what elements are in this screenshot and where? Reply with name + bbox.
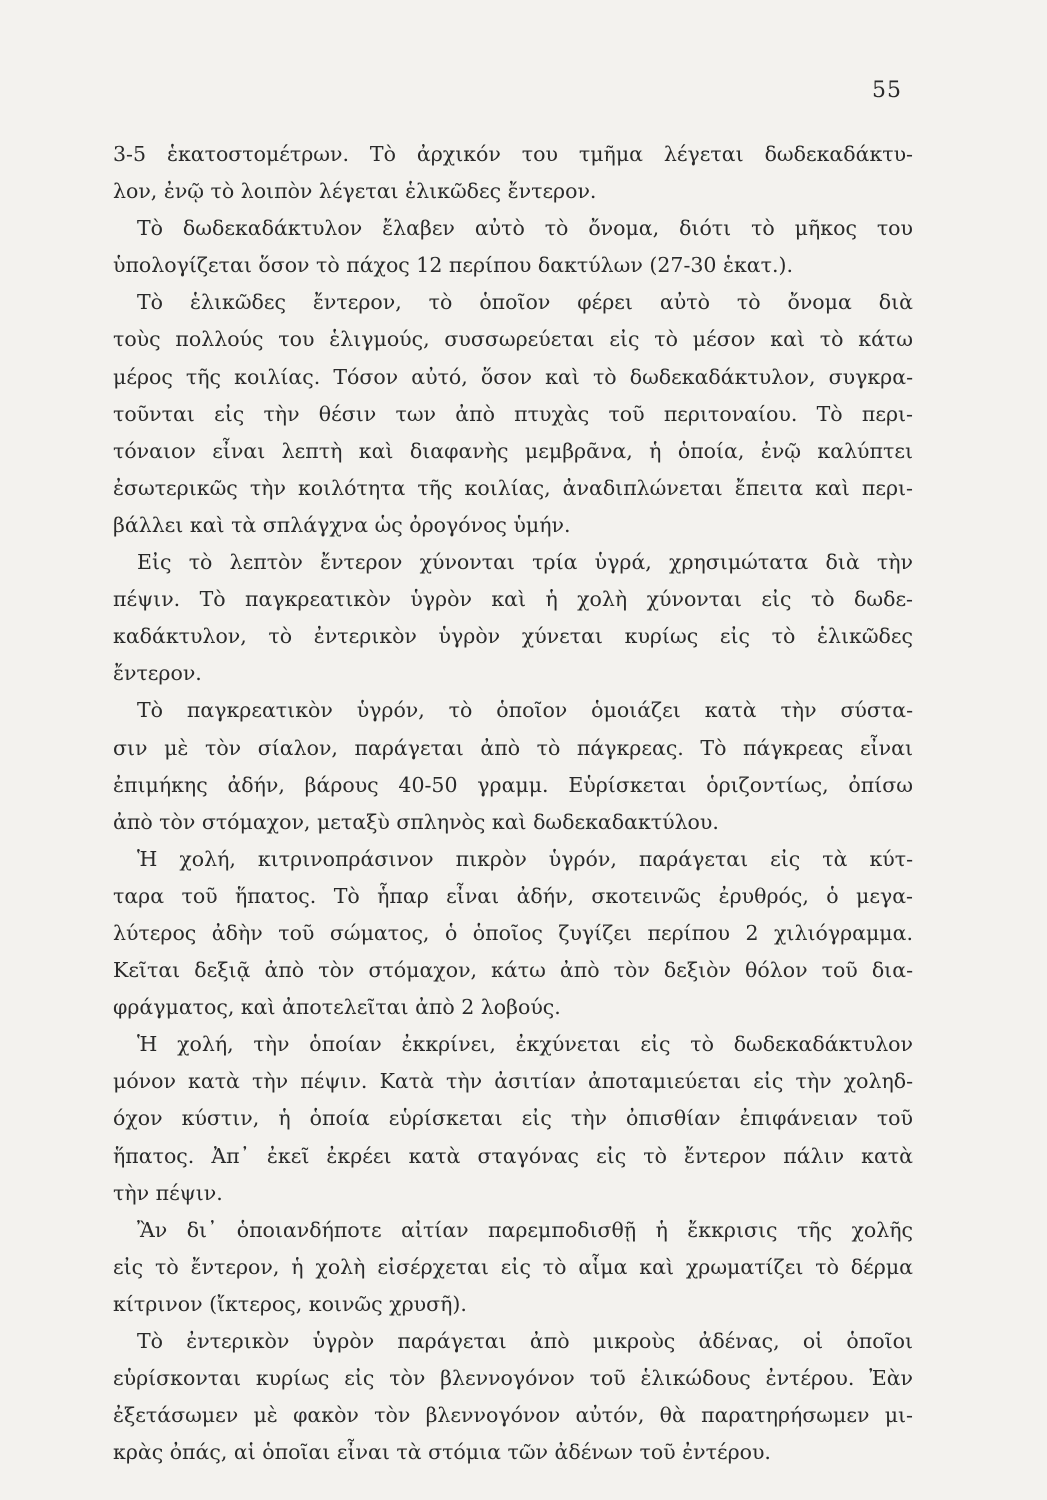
text-line: ὑπολογίζεται ὅσον τὸ πάχος 12 περίπου δακτύλων (27-30 ἑκατ.). [113,253,794,278]
text-line: Τὸ δωδεκαδάκτυλον ἔλαβεν αὐτὸ τὸ ὄνομα, διότι τὸ μῆκος του [137,216,913,241]
text-line: τὴν πέψιν. [113,1180,223,1205]
text-line: τοὺς πολλούς του ἑλιγμούς, συσσωρεύεται εἰς τὸ μέσον καὶ τὸ κάτω [113,327,913,352]
text-line: ἔντερον. [113,661,202,686]
text-line: πέψιν. Τὸ παγκρεατικὸν ὑγρὸν καὶ ἡ χολὴ χύνονται εἰς τὸ δωδε- [113,587,913,612]
text-line: φράγματος, καὶ ἀποτελεῖται ἀπὸ 2 λοβούς. [113,995,561,1020]
text-line: τοῦνται εἰς τὴν θέσιν των ἀπὸ πτυχὰς τοῦ περιτοναίου. Τὸ περι- [113,401,913,426]
text-line: μέρος τῆς κοιλίας. Τόσον αὐτό, ὅσον καὶ τὸ δωδεκαδάκτυλον, συγκρα- [113,364,913,389]
text-line: Εἰς τὸ λεπτὸν ἔντερον χύνονται τρία ὑγρά, χρησιμώτατα διὰ τὴν [137,550,913,575]
text-line: κρὰς ὀπάς, αἱ ὁποῖαι εἶναι τὰ στόμια τῶν ἀδένων τοῦ ἐντέρου. [113,1440,771,1465]
text-line: σιν μὲ τὸν σίαλον, παράγεται ἀπὸ τὸ πάγκρεας. Τὸ πάγκρεας εἶναι [113,735,913,760]
text-line: Τὸ παγκρεατικὸν ὑγρόν, τὸ ὁποῖον ὁμοιάζει κατὰ τὴν σύστα- [137,698,913,723]
text-line: Ἡ χολή, τὴν ὁποίαν ἐκκρίνει, ἐκχύνεται εἰς τὸ δωδεκαδάκτυλον [137,1032,913,1057]
text-line: Τὸ ἑλικῶδες ἔντερον, τὸ ὁποῖον φέρει αὐτὸ τὸ ὄνομα διὰ [137,290,913,315]
text-line: ἐπιμήκης ἀδήν, βάρους 40-50 γραμμ. Εὑρίσκεται ὁριζοντίως, ὀπίσω [113,772,913,797]
text-line: τόναιον εἶναι λεπτὴ καὶ διαφανὴς μεμβρᾶνα, ἡ ὁποία, ἐνῷ καλύπτει [113,438,913,463]
text-line: εὑρίσκονται κυρίως εἰς τὸν βλεννογόνον τοῦ ἑλικώδους ἐντέρου. Ἐὰν [113,1366,913,1391]
text-line: καδάκτυλον, τὸ ἐντερικὸν ὑγρὸν χύνεται κυρίως εἰς τὸ ἑλικῶδες [113,624,913,649]
text-line: Τὸ ἐντερικὸν ὑγρὸν παράγεται ἀπὸ μικροὺς ἀδένας, οἱ ὁποῖοι [137,1329,913,1353]
text-line: εἰς τὸ ἔντερον, ἡ χολὴ εἰσέρχεται εἰς τὸ αἷμα καὶ χρωματίζει τὸ δέρμα [113,1254,913,1279]
text-line: ἐξετάσωμεν μὲ φακὸν τὸν βλεννογόνον αὐτόν, θὰ παρατηρήσωμεν μι- [113,1403,913,1428]
text-line: ταρα τοῦ ἥπατος. Τὸ ἧπαρ εἶναι ἀδήν, σκοτεινῶς ἐρυθρός, ὁ μεγα- [113,883,913,908]
text-line: ἀπὸ τὸν στόμαχον, μεταξὺ σπληνὸς καὶ δωδεκαδακτύλου. [113,809,719,834]
text-line: ἥπατος. Ἀπ᾽ ἐκεῖ ἐκρέει κατὰ σταγόνας εἰς τὸ ἔντερον πάλιν κατὰ [113,1143,913,1168]
body-text [113,136,913,1471]
text-line: Ἂν δι᾽ ὁποιανδήποτε αἰτίαν παρεμποδισθῇ ἡ ἔκκρισις τῆς χολῆς [137,1217,913,1242]
text-line: μόνον κατὰ τὴν πέψιν. Κατὰ τὴν ἀσιτίαν ἀποταμιεύεται εἰς τὴν χοληδ- [113,1069,913,1094]
text-line: Ἡ χολή, κιτρινοπράσινον πικρὸν ὑγρόν, παράγεται εἰς τὰ κύτ- [137,846,913,871]
text-line: Κεῖται δεξιᾷ ἀπὸ τὸν στόμαχον, κάτω ἀπὸ τὸν δεξιὸν θόλον τοῦ δια- [113,958,913,983]
text-line: όχον κύστιν, ἡ ὁποία εὑρίσκεται εἰς τὴν ὀπισθίαν ἐπιφάνειαν τοῦ [113,1106,913,1131]
page-number: 55 [872,78,902,103]
text-line: κίτρινον (ἴκτερος, κοινῶς χρυσῆ). [113,1291,467,1316]
text-line: λύτερος ἀδὴν τοῦ σώματος, ὁ ὁποῖος ζυγίζει περίπου 2 χιλιόγραμμα. [113,920,913,945]
text-line: βάλλει καὶ τὰ σπλάγχνα ὡς ὀρογόνος ὑμήν. [113,512,571,537]
text-line: ἐσωτερικῶς τὴν κοιλότητα τῆς κοιλίας, ἀναδιπλώνεται ἔπειτα καὶ περι- [113,475,913,500]
text-line: 3-5 ἑκατοστομέτρων. Τὸ ἀρχικόν του τμῆμα λέγεται δωδεκαδάκτυ- [113,142,913,166]
text-line: λον, ἐνῷ τὸ λοιπὸν λέγεται ἑλικῶδες ἔντερον. [113,179,597,204]
